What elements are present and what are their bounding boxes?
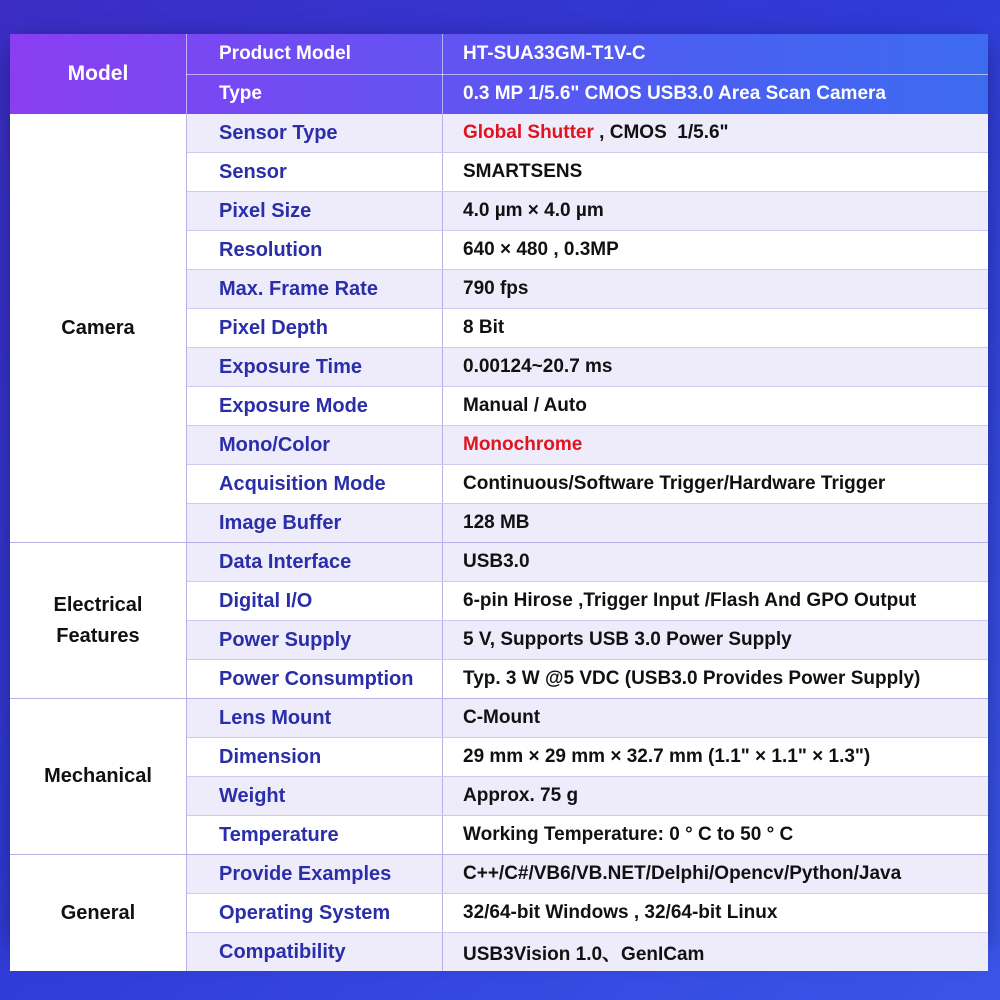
value-text: , CMOS 1/5.6" — [593, 122, 729, 143]
spec-value — [443, 504, 988, 542]
spec-value — [443, 192, 988, 230]
spec-value — [443, 426, 988, 464]
value-text: 0.00124~20.7 ms — [463, 356, 613, 377]
spec-value — [443, 660, 988, 698]
spec-value — [443, 621, 988, 659]
spec-key: Weight — [187, 777, 443, 815]
table-row — [187, 660, 988, 698]
header-key: Product Model — [186, 34, 442, 74]
spec-key: Temperature — [187, 816, 443, 854]
spec-value — [443, 348, 988, 386]
spec-key: Lens Mount — [187, 699, 443, 737]
group-label — [10, 114, 187, 542]
table-row — [187, 933, 988, 971]
spec-key: Operating System — [187, 894, 443, 932]
value-text: 790 fps — [463, 278, 529, 299]
spec-value — [443, 387, 988, 425]
spec-key: Dimension — [187, 738, 443, 776]
spec-value — [443, 231, 988, 269]
table-row — [187, 348, 988, 387]
spec-key: Image Buffer — [187, 504, 443, 542]
table-row — [187, 543, 988, 582]
value-text: Approx. 75 g — [463, 785, 579, 806]
spec-value — [443, 309, 988, 347]
table-row — [187, 582, 988, 621]
group-label — [10, 699, 187, 854]
highlighted-value: Global Shutter — [463, 122, 594, 143]
spec-key: Power Consumption — [187, 660, 443, 698]
value-text: 640 × 480 , 0.3MP — [463, 239, 619, 260]
header-value: 0.3 MP 1/5.6" CMOS USB3.0 Area Scan Camera — [442, 74, 988, 114]
group-label-line: Features — [56, 624, 140, 647]
value-text: 4.0 µm × 4.0 µm — [463, 200, 604, 221]
spec-value — [443, 582, 988, 620]
spec-value — [443, 738, 988, 776]
spec-key: Digital I/O — [187, 582, 443, 620]
spec-group — [10, 698, 988, 854]
spec-key: Acquisition Mode — [187, 465, 443, 503]
header-key: Type — [186, 74, 442, 114]
group-label — [10, 543, 187, 698]
spec-value — [443, 933, 988, 971]
model-header-label: Model — [67, 62, 129, 85]
group-label-line: Mechanical — [44, 765, 152, 787]
value-text: Continuous/Software Trigger/Hardware Trigger — [463, 473, 886, 494]
table-row — [187, 387, 988, 426]
table-row — [187, 894, 988, 933]
spec-value — [443, 465, 988, 503]
spec-key: Compatibility — [187, 933, 443, 971]
value-text: 8 Bit — [463, 317, 505, 338]
value-text: C++/C#/VB6/VB.NET/Delphi/Opencv/Python/Java — [463, 863, 902, 884]
spec-key: Data Interface — [187, 543, 443, 581]
table-row — [187, 309, 988, 348]
table-row — [187, 621, 988, 660]
group-label-line: Camera — [61, 316, 135, 339]
table-row — [187, 777, 988, 816]
spec-value — [443, 114, 988, 152]
spec-key: Exposure Time — [187, 348, 443, 386]
spec-group — [10, 854, 988, 971]
spec-group — [10, 542, 988, 698]
spec-key: Provide Examples — [187, 855, 443, 893]
table-header — [10, 34, 988, 114]
spec-value — [443, 816, 988, 854]
table-row — [187, 153, 988, 192]
highlighted-value: Monochrome — [463, 434, 583, 455]
table-row — [187, 738, 988, 777]
spec-key: Sensor Type — [187, 114, 443, 152]
table-row — [187, 231, 988, 270]
spec-key: Pixel Size — [187, 192, 443, 230]
spec-key: Power Supply — [187, 621, 443, 659]
spec-groups — [10, 114, 988, 971]
table-row — [187, 465, 988, 504]
spec-value — [443, 153, 988, 191]
header-row-product-model — [186, 34, 988, 75]
value-text: 32/64-bit Windows , 32/64-bit Linux — [463, 902, 778, 923]
spec-key: Pixel Depth — [187, 309, 443, 347]
spec-value — [443, 699, 988, 737]
table-row — [187, 192, 988, 231]
value-text: Manual / Auto — [463, 395, 587, 416]
value-text: Typ. 3 W @5 VDC (USB3.0 Provides Power Supply) — [463, 668, 921, 689]
spec-key: Mono/Color — [187, 426, 443, 464]
spec-value — [443, 855, 988, 893]
table-row — [187, 114, 988, 153]
group-label-line: Electrical — [53, 593, 143, 616]
value-text: 128 MB — [463, 512, 530, 533]
group-label-line: General — [60, 901, 136, 924]
value-text: Working Temperature: 0 ° C to 50 ° C — [463, 824, 794, 845]
header-row-type — [186, 74, 988, 114]
value-text: 5 V, Supports USB 3.0 Power Supply — [463, 629, 792, 650]
group-label — [10, 855, 187, 971]
spec-value — [443, 270, 988, 308]
value-text: 29 mm × 29 mm × 32.7 mm (1.1" × 1.1" × 1.3") — [463, 746, 871, 767]
table-row — [187, 699, 988, 738]
spec-group — [10, 114, 988, 542]
value-text: USB3Vision 1.0、GenICam — [463, 943, 705, 965]
spec-key: Exposure Mode — [187, 387, 443, 425]
header-value: HT-SUA33GM-T1V-C — [442, 34, 988, 74]
spec-key: Sensor — [187, 153, 443, 191]
spec-key: Max. Frame Rate — [187, 270, 443, 308]
table-row — [187, 426, 988, 465]
spec-table-card — [10, 34, 988, 965]
spec-value — [443, 543, 988, 581]
spec-value — [443, 894, 988, 932]
value-text: 6-pin Hirose ,Trigger Input /Flash And GPO Output — [463, 590, 917, 611]
table-row — [187, 855, 988, 894]
table-row — [187, 504, 988, 542]
value-text: C-Mount — [463, 707, 541, 728]
table-row — [187, 270, 988, 309]
spec-value — [443, 777, 988, 815]
value-text: SMARTSENS — [463, 161, 583, 182]
spec-key: Resolution — [187, 231, 443, 269]
table-row — [187, 816, 988, 854]
value-text: USB3.0 — [463, 551, 530, 572]
